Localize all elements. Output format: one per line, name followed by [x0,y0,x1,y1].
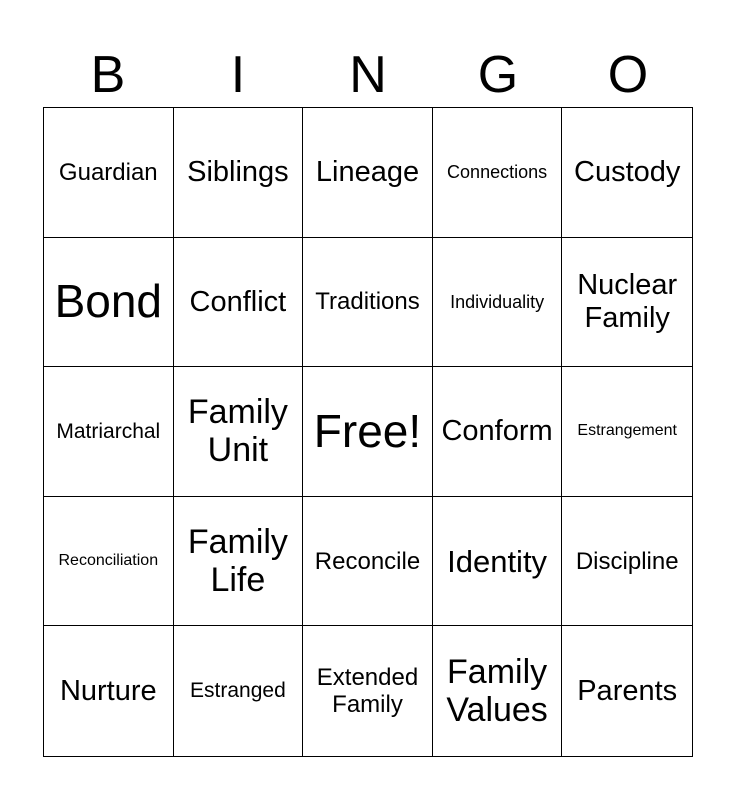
bingo-cell[interactable] [44,367,174,497]
header-letter-b: B [90,46,126,104]
bingo-cell[interactable] [562,367,692,497]
cell-label: Siblings [187,155,289,188]
cell-label: Reconcile [314,547,421,575]
bingo-cell[interactable] [433,497,563,627]
bingo-cell[interactable] [174,497,304,627]
bingo-cell[interactable] [303,497,433,627]
bingo-cell[interactable] [174,108,304,238]
bingo-cell[interactable] [303,626,433,756]
cell-label: Family Unit [187,393,288,470]
cell-label: Estranged [190,679,286,703]
cell-label: Conflict [189,285,287,318]
cell-label: Guardian [58,158,158,186]
header-letter-n: N [349,46,387,104]
bingo-cell[interactable] [44,626,174,756]
bingo-cell[interactable] [174,238,304,368]
bingo-cell[interactable] [433,626,563,756]
bingo-cell[interactable] [303,238,433,368]
bingo-cell[interactable] [562,497,692,627]
cell-label: Custody [574,155,681,188]
bingo-cell[interactable] [44,108,174,238]
free-space-label: Free! [313,404,422,457]
free-space[interactable] [303,367,433,497]
bingo-cell[interactable] [174,367,304,497]
bingo-board [43,107,693,757]
bingo-cell[interactable] [433,238,563,368]
cell-label: Identity [447,543,548,579]
cell-label: Reconciliation [58,552,159,570]
header-letter-i: I [230,46,246,104]
bingo-cell[interactable] [562,108,692,238]
bingo-cell[interactable] [562,238,692,368]
cell-label: Nuclear Family [577,269,678,334]
header-letter-o: O [607,46,649,104]
bingo-cell[interactable] [562,626,692,756]
cell-label: Family Values [446,652,548,730]
bingo-header [43,44,693,106]
bingo-cell[interactable] [44,238,174,368]
bingo-cell[interactable] [433,108,563,238]
cell-label: Lineage [315,155,420,188]
cell-label: Conform [441,415,553,448]
cell-label: Bond [54,274,163,327]
cell-label: Estrangement [577,422,677,440]
bingo-cell[interactable] [433,367,563,497]
bingo-cell[interactable] [174,626,304,756]
cell-label: Connections [447,162,548,183]
cell-label: Individuality [450,291,545,312]
cell-label: Extended Family [316,664,419,719]
bingo-cell[interactable] [44,497,174,627]
cell-label: Parents [577,674,678,707]
cell-label: Traditions [315,288,420,316]
cell-label: Nurture [59,674,157,707]
cell-label: Family Life [187,522,288,600]
header-letter-g: G [477,46,519,104]
cell-label: Discipline [575,547,679,575]
cell-label: Matriarchal [56,419,161,443]
bingo-cell[interactable] [303,108,433,238]
